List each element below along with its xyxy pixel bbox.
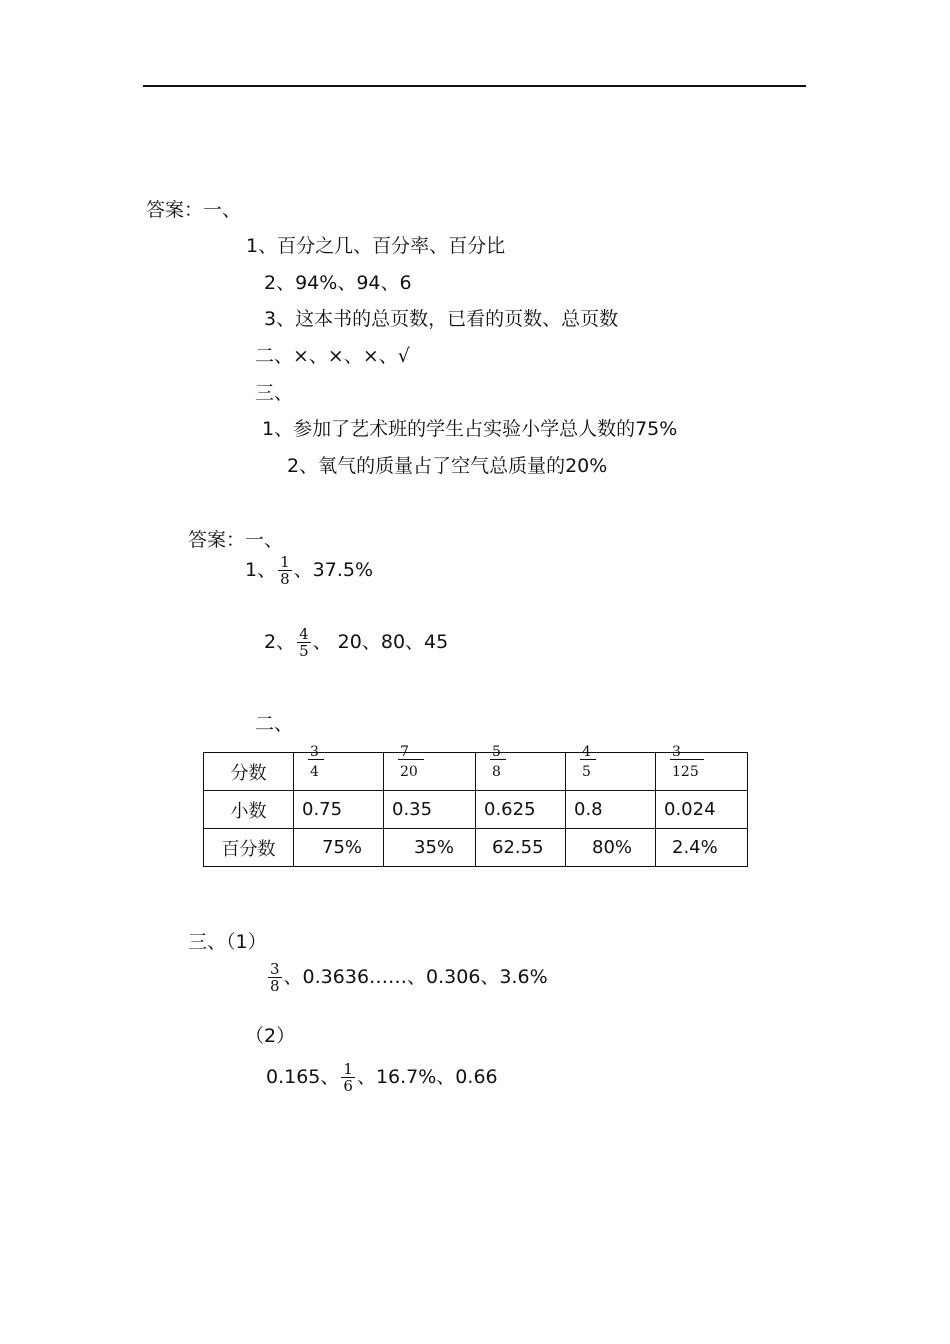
fraction-numerator: 7 xyxy=(400,743,409,760)
table-cell-percent: 62.55 xyxy=(476,829,566,867)
table-cell-percent: 80% xyxy=(566,829,656,867)
fraction-numerator: 3 xyxy=(270,960,280,978)
table-row-decimal xyxy=(204,791,748,829)
table-cell-fraction xyxy=(384,743,476,791)
table-cell-percent: 75% xyxy=(294,829,384,867)
fraction-denominator: 8 xyxy=(492,763,501,780)
header-rule xyxy=(143,85,806,87)
fraction-denominator: 6 xyxy=(343,1077,353,1095)
fraction-numerator: 4 xyxy=(299,625,309,643)
answer2-item-2-prefix: 2、 xyxy=(264,631,296,653)
fraction xyxy=(341,1061,355,1094)
fraction-numerator: 3 xyxy=(672,743,681,760)
table-cell-percent: 35% xyxy=(384,829,476,867)
table-cell-fraction xyxy=(566,743,656,791)
fraction-numerator: 3 xyxy=(310,743,319,760)
fraction-numerator: 1 xyxy=(280,553,290,571)
fraction-denominator: 8 xyxy=(280,570,290,588)
answer2-item-1-suffix: 、37.5% xyxy=(293,559,373,581)
conversion-table xyxy=(203,743,748,867)
answer2-part3: 三、（1） xyxy=(188,931,267,953)
table-cell-decimal: 0.8 xyxy=(566,791,656,829)
answer1-heading: 答案：一、 xyxy=(146,199,242,221)
table-cell-percent: 2.4% xyxy=(656,829,748,867)
answer2-part2: 二、 xyxy=(255,713,294,735)
answer2-heading: 答案：一、 xyxy=(188,529,284,551)
answer1-part3-item-2: 2、氧气的质量占了空气总质量的20% xyxy=(287,455,608,477)
answer2-part3-2-label: （2） xyxy=(245,1025,296,1047)
answer2-item-1-prefix: 1、 xyxy=(245,559,277,581)
fraction xyxy=(268,961,282,994)
fraction-denominator: 20 xyxy=(400,763,418,780)
table-cell-decimal: 0.625 xyxy=(476,791,566,829)
row-label-fraction: 分数 xyxy=(204,753,294,791)
answer2-item-2 xyxy=(264,626,448,659)
answer2-part3-2-suffix: 、16.7%、0.66 xyxy=(356,1066,498,1088)
table-row-percent xyxy=(204,829,748,867)
row-label-decimal: 小数 xyxy=(204,791,294,829)
fraction-denominator: 8 xyxy=(270,977,280,995)
answer1-part3: 三、 xyxy=(255,382,294,404)
fraction-numerator: 4 xyxy=(582,743,591,760)
table-cell-fraction xyxy=(294,743,384,791)
answer2-part3-2 xyxy=(266,1061,498,1094)
answer1-item-1: 1、百分之几、百分率、百分比 xyxy=(246,235,506,257)
fraction-denominator: 5 xyxy=(582,763,591,780)
table-row-fraction xyxy=(204,753,748,791)
answer1-part2: 二、×、×、×、√ xyxy=(255,345,410,367)
answer2-part3-1 xyxy=(266,961,548,994)
table-cell-fraction xyxy=(656,743,748,791)
table-cell-fraction xyxy=(476,743,566,791)
table-cell-decimal: 0.35 xyxy=(384,791,476,829)
answer2-part3-1-suffix: 、0.3636……、0.306、3.6% xyxy=(283,966,548,988)
answer2-part3-2-prefix: 0.165、 xyxy=(266,1066,340,1088)
fraction-numerator: 5 xyxy=(492,743,501,760)
table-cell-decimal: 0.75 xyxy=(294,791,384,829)
fraction-numerator: 1 xyxy=(343,1060,353,1078)
answer1-item-3: 3、这本书的总页数，已看的页数、总页数 xyxy=(264,308,619,330)
fraction-denominator: 125 xyxy=(672,763,699,780)
answer1-item-2: 2、94%、94、6 xyxy=(264,272,412,294)
fraction-denominator: 5 xyxy=(299,642,309,660)
fraction xyxy=(278,554,292,587)
row-label-percent: 百分数 xyxy=(204,829,294,867)
table-cell-decimal: 0.024 xyxy=(656,791,748,829)
answer1-part3-item-1: 1、参加了艺术班的学生占实验小学总人数的75% xyxy=(262,418,678,440)
answer2-item-2-suffix: 、 20、80、45 xyxy=(312,631,449,653)
answer2-item-1 xyxy=(245,554,373,587)
fraction xyxy=(297,626,311,659)
fraction-denominator: 4 xyxy=(310,763,319,780)
